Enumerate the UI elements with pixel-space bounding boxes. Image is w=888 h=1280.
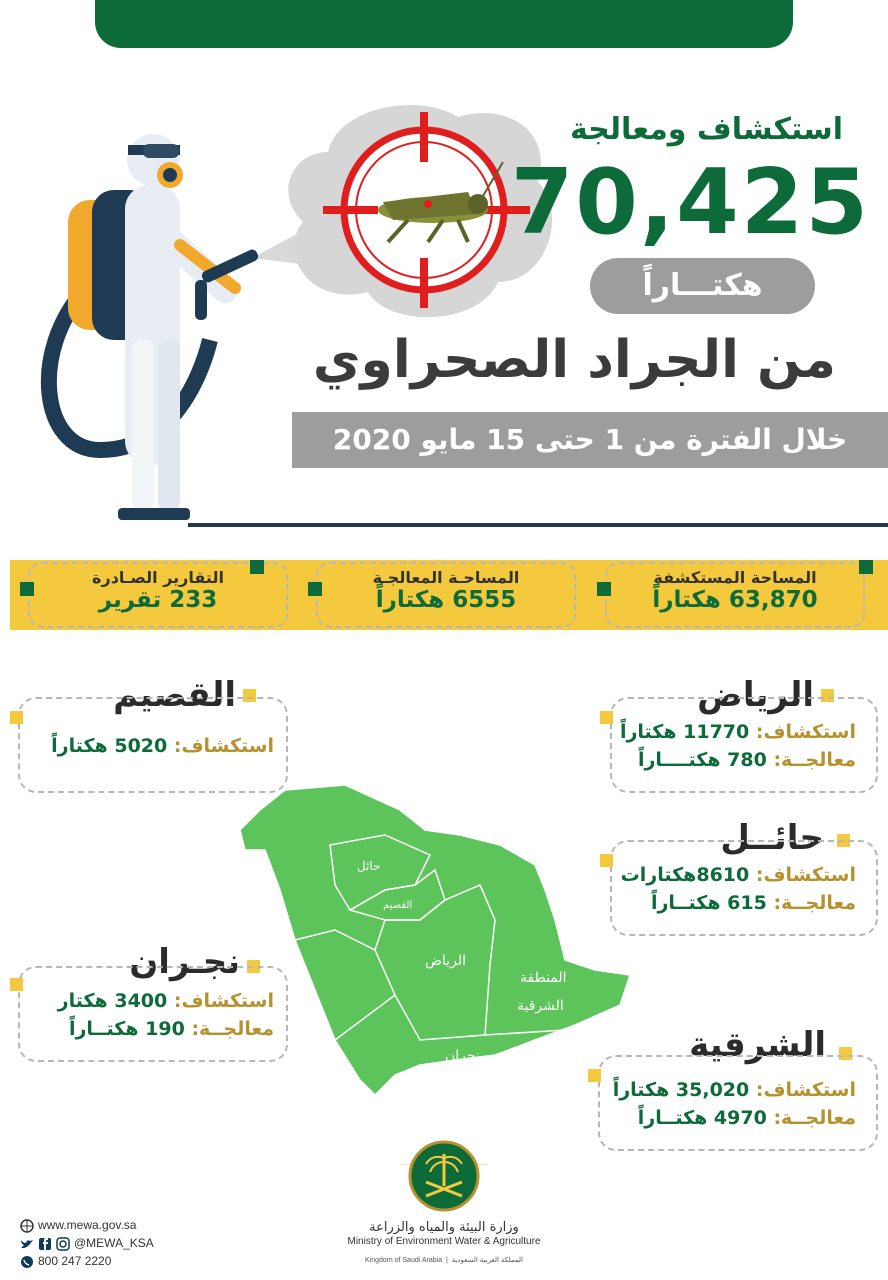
ministry-name-en: Ministry of Environment Water & Agriculture [347,1236,541,1247]
stat-label: التقارير الصـادرة [92,568,224,587]
treat-line [69,1018,274,1040]
map-label-hail: حائل [357,859,381,873]
region-box [610,840,878,936]
region-name: الرياض [697,675,814,715]
kingdom-en: Kingdom of Saudi Arabia [365,1257,443,1264]
region-riyadh [600,675,870,795]
hero-subtitle: استكشاف ومعالجة [569,112,843,147]
treat-key: معالجــة: [773,892,856,914]
explore-key: استكشاف: [755,721,856,743]
bullet-square [10,978,23,991]
social-handle: @MEWA_KSA [74,1236,154,1250]
hero-unit-pill: هكتـــاراً [590,258,815,314]
kingdom-line: Kingdom of Saudi Arabia | المملكة العربية السعودية [365,1257,523,1264]
bullet-square [600,854,613,867]
region-qassim [10,675,288,795]
bullet-square [597,582,611,596]
map-label-riyadh: الرياض [425,953,466,969]
explore-key: استكشاف: [173,735,274,757]
treat-key: معالجــة: [191,1018,274,1040]
treat-line [638,749,856,771]
treat-value: 190 هكتــاراً [68,1018,185,1040]
whatsapp-icon [20,1255,34,1269]
divider [188,523,888,527]
explore-line [621,864,856,886]
hero-number: 70,425 [510,150,870,255]
region-sharqia [588,1025,870,1155]
region-name: الشرقية [689,1025,826,1065]
treat-value: 4970 هكتــاراً [637,1107,767,1129]
ministry-name-ar: وزارة البيئة والمياه والزراعة [369,1220,519,1235]
explore-value: 5020 هكتاراً [51,735,168,757]
treat-value: 615 هكتــاراً [650,892,767,914]
globe-icon [20,1219,34,1233]
stat-value: 6555 هكتاراً [375,587,517,613]
stat-treated-area [316,562,576,628]
bullet-square [859,560,873,574]
explore-value: 35,020 هكتاراً [612,1079,750,1101]
explore-line [51,735,274,757]
region-box [18,966,288,1062]
bullet-square [600,711,613,724]
website-text: www.mewa.gov.sa [38,1218,137,1232]
explore-value: 3400 هكتار [57,990,168,1012]
instagram-icon [56,1237,70,1251]
region-name: القصيم [113,675,236,715]
region-najran [10,942,288,1067]
stat-reports-issued [28,562,288,628]
map-label-qassim: القصيم [383,900,413,911]
kingdom-ar: المملكة العربية السعودية [451,1257,523,1264]
explore-value: 8610هكتارات [620,864,750,886]
bullet-square [250,560,264,574]
stat-label: المساحـة المعالجـة [372,568,520,587]
explore-key: استكشاف: [173,990,274,1012]
region-name: نجـران [129,942,240,982]
hero-title: من الجراد الصحراوي [312,330,836,390]
treat-key: معالجــة: [773,749,856,771]
region-name: حائــل [720,818,824,858]
explore-line [58,990,274,1012]
treat-key: معالجــة: [773,1107,856,1129]
map-label-najran: نجران [445,1048,480,1064]
bullet-square [10,711,23,724]
facebook-icon [38,1237,52,1251]
social-line[interactable] [20,1236,154,1251]
stat-label: المساحة المستكشفة [653,568,817,587]
stat-value: 233 تقرير [98,587,218,613]
region-box [598,1055,878,1151]
treat-line [638,1107,856,1129]
bullet-square [308,582,322,596]
explore-key: استكشاف: [755,864,856,886]
treat-line [651,892,856,914]
region-box [610,697,878,793]
phone-line[interactable] [20,1254,111,1269]
explore-value: 11770 هكتاراً [619,721,750,743]
twitter-icon [20,1237,34,1251]
bullet-square [588,1069,601,1082]
saudi-map [235,770,635,1100]
palm-swords-emblem [408,1140,480,1212]
website-line[interactable] [20,1218,136,1233]
stat-value: 63,870 هكتاراً [652,587,818,613]
region-hail [600,818,870,938]
bullet-square [20,582,34,596]
map-label-eastern-line2: الشرقية [517,998,564,1014]
map-label-eastern-line1: المنطقة [520,970,567,986]
treat-value: 780 هكتــــاراً [637,749,767,771]
stat-explored-area [605,562,865,628]
period-banner: خلال الفترة من 1 حتى 15 مايو 2020 [292,412,888,468]
phone-number: 800 247 2220 [38,1254,112,1268]
explore-key: استكشاف: [755,1079,856,1101]
explore-line [620,721,856,743]
top-banner [95,0,793,48]
explore-line [613,1079,856,1101]
